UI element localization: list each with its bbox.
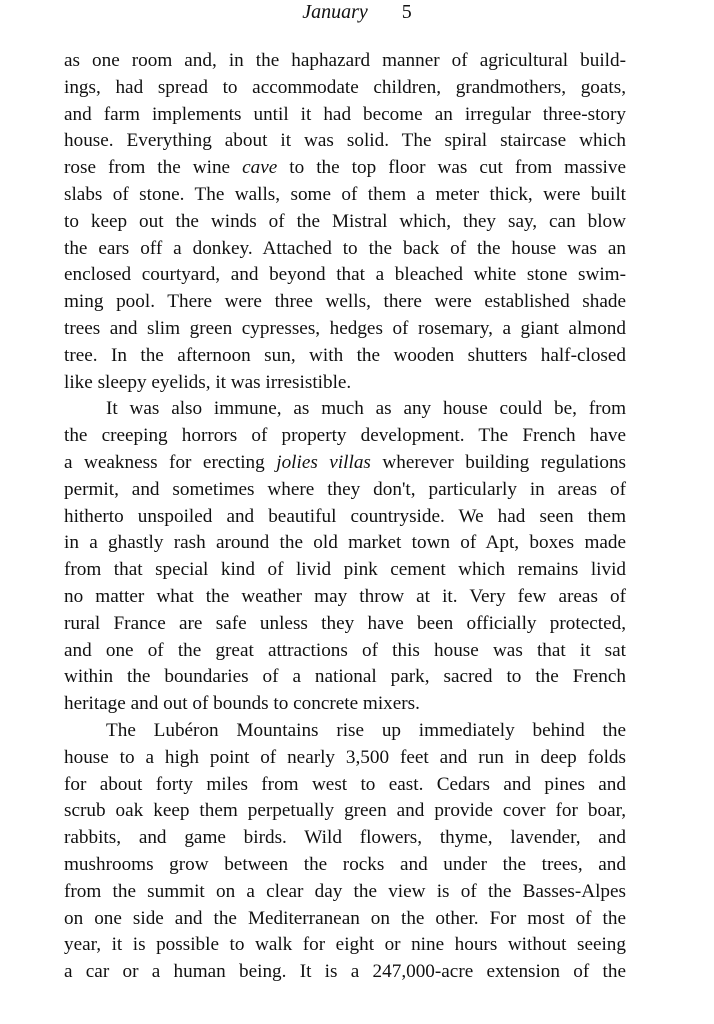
text-line: permit, and sometimes where they don't, particularly in areas of <box>64 478 626 500</box>
text-line: in a ghastly rash around the old market town of Apt, boxes made <box>64 532 626 554</box>
text-line: rabbits, and game birds. Wild flowers, thyme, lavender, and <box>64 827 626 849</box>
text-line: mushrooms grow between the rocks and under the trees, and <box>64 853 626 875</box>
text-line: the creeping horrors of property development. The French have <box>64 425 626 447</box>
text-line: rose from the wine cave to the top floor was cut from massive <box>64 157 626 179</box>
page-number: 5 <box>401 1 412 23</box>
chapter-title: January <box>302 1 368 23</box>
text-line: the ears off a donkey. Attached to the back of the house was an <box>64 237 626 259</box>
text-line: a car or a human being. It is a 247,000-acre extension of the <box>64 961 626 983</box>
text-line: to keep out the winds of the Mistral which, they say, can blow <box>64 210 626 232</box>
text-line: for about forty miles from west to east. Cedars and pines and <box>64 773 626 795</box>
text-line: tree. In the afternoon sun, with the wooden shutters half-closed <box>64 344 626 366</box>
text-line: ings, had spread to accommodate children, grandmothers, goats, <box>64 76 626 98</box>
text-line: The Lubéron Mountains rise up immediately behind the <box>106 719 626 741</box>
text-line: hitherto unspoiled and beautiful countryside. We had seen them <box>64 505 626 527</box>
text-line: scrub oak keep them perpetually green and provide cover for boar, <box>64 800 626 822</box>
body-text <box>64 48 626 986</box>
text-line: within the boundaries of a national park, sacred to the French <box>64 666 626 688</box>
text-line: a weakness for erecting jolies villas wherever building regulations <box>64 451 626 473</box>
text-line: like sleepy eyelids, it was irresistible. <box>64 371 352 393</box>
text-line: enclosed courtyard, and beyond that a bleached white stone swim- <box>64 264 626 286</box>
text-line: ming pool. There were three wells, there were established shade <box>64 291 626 313</box>
text-line: and one of the great attractions of this house was that it sat <box>64 639 626 661</box>
text-line: no matter what the weather may throw at it. Very few areas of <box>64 585 626 607</box>
text-line: as one room and, in the haphazard manner of agricultural build- <box>64 50 626 71</box>
text-line: and farm implements until it had become an irregular three-story <box>64 103 626 125</box>
text-line: on one side and the Mediterranean on the other. For most of the <box>64 907 626 929</box>
text-line: It was also immune, as much as any house could be, from <box>106 398 626 420</box>
text-line: heritage and out of bounds to concrete mixers. <box>64 693 420 715</box>
text-line: year, it is possible to walk for eight or nine hours without seeing <box>64 934 626 956</box>
text-line: from that special kind of livid pink cement which remains livid <box>64 559 626 581</box>
text-line: from the summit on a clear day the view is of the Basses-Alpes <box>64 880 626 902</box>
running-head <box>0 0 714 30</box>
text-line: house. Everything about it was solid. The spiral staircase which <box>64 130 626 152</box>
text-line: house to a high point of nearly 3,500 feet and run in deep folds <box>64 746 626 768</box>
text-line: trees and slim green cypresses, hedges of rosemary, a giant almond <box>64 317 626 339</box>
text-line: slabs of stone. The walls, some of them a meter thick, were built <box>64 183 626 205</box>
text-line: rural France are safe unless they have been officially protected, <box>64 612 626 634</box>
